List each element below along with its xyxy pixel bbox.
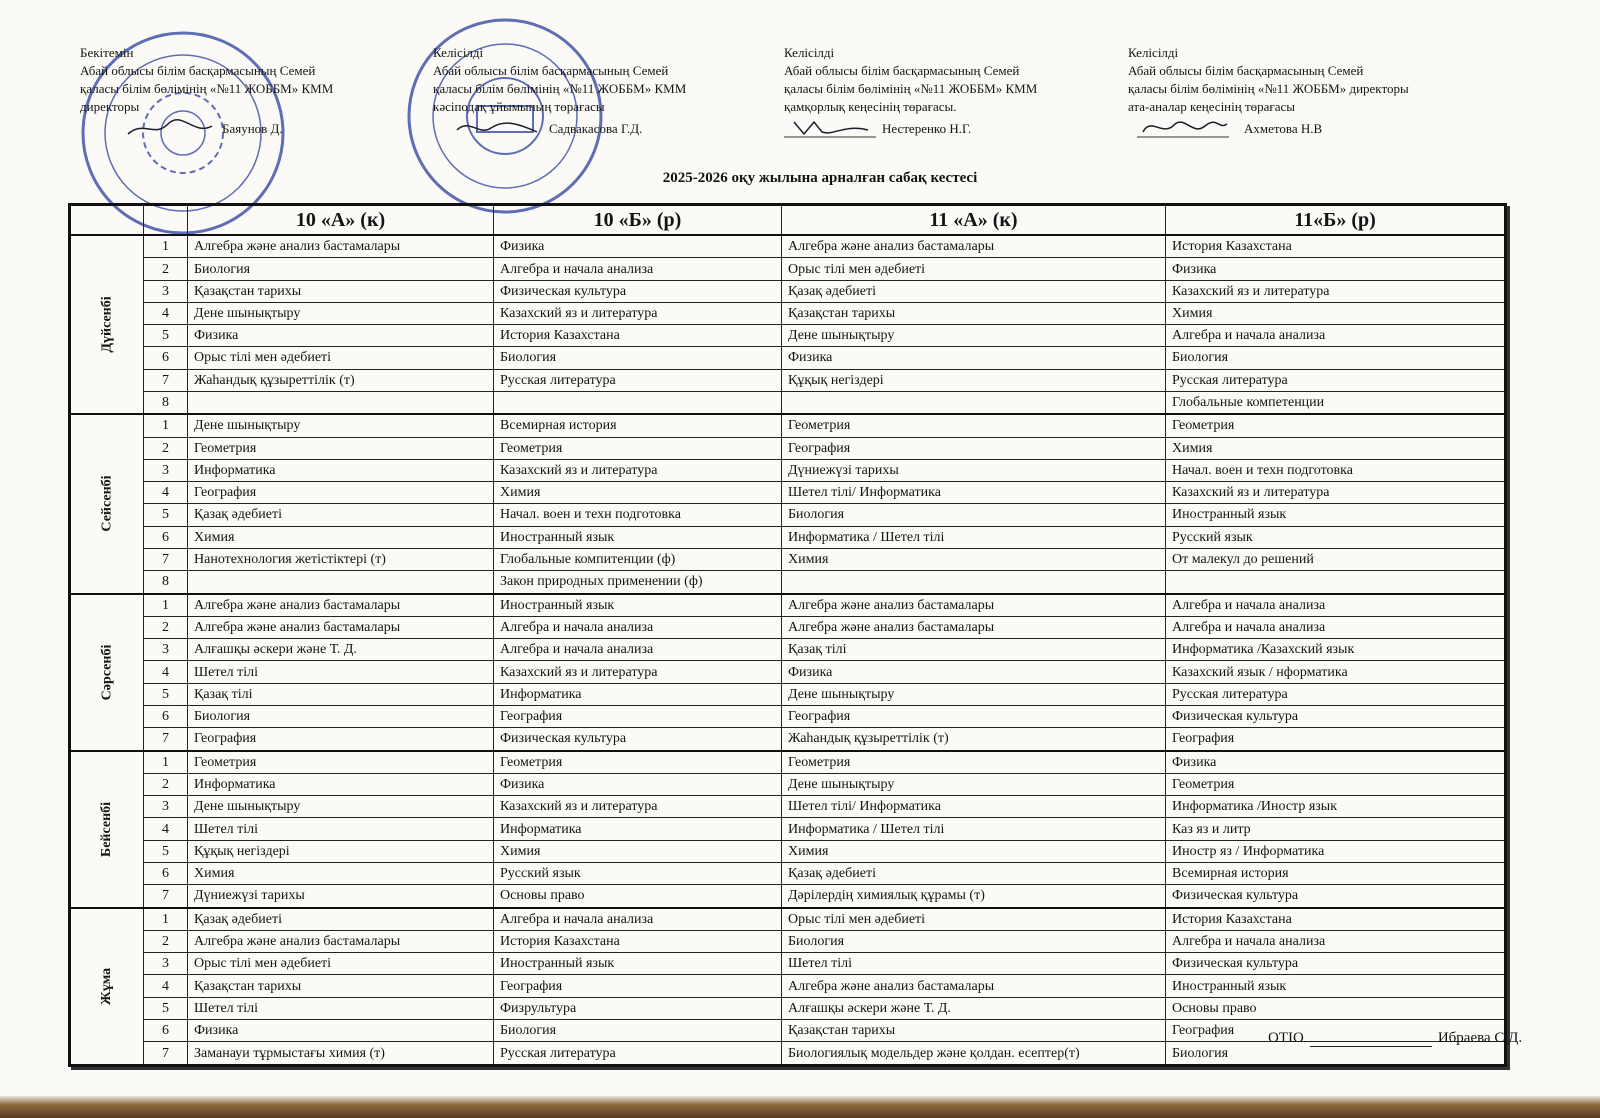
- approval-parents: Келісілді Абай облысы білім басқармасының Семей қаласы білім бөлімінің «№11 ЖОББМ» директоры ата-аналар кеңесінің төрағасы Ахметова Н.В: [1128, 45, 1409, 136]
- lesson-cell: [782, 391, 1166, 414]
- table-row: [70, 369, 1506, 391]
- lesson-number: 6: [144, 347, 188, 369]
- lesson-cell: Биологиялық модельдер және қолдан. есептер(т): [782, 1042, 1166, 1066]
- lesson-number: 4: [144, 482, 188, 504]
- day-label: [70, 751, 144, 908]
- lesson-cell: Физика: [188, 325, 494, 347]
- lesson-cell: Информатика / Шетел тілі: [782, 526, 1166, 548]
- lesson-cell: Информатика /Казахский язык: [1166, 639, 1506, 661]
- approval-union: Келісілді Абай облысы білім басқармасының Семей қаласы білім бөлімінің «№11 ЖОББМ» КММ кәсіподақ ұйымының төрағасы Садвакасова Г.Д.: [433, 45, 687, 136]
- lesson-cell: География: [782, 705, 1166, 727]
- approval-heading: Келісілді: [784, 45, 835, 60]
- lesson-number: 8: [144, 571, 188, 594]
- lesson-cell: Шетел тілі: [782, 953, 1166, 975]
- lesson-cell: Физическая культура: [1166, 705, 1506, 727]
- lesson-cell: Алгебра и начала анализа: [1166, 930, 1506, 952]
- lesson-cell: Дүниежүзі тарихы: [782, 459, 1166, 481]
- lesson-cell: Геометрия: [494, 437, 782, 459]
- lesson-cell: Алгебра және анализ бастамалары: [782, 594, 1166, 617]
- lesson-cell: [1166, 571, 1506, 594]
- lesson-cell: География: [494, 705, 782, 727]
- lesson-cell: Алгебра и начала анализа: [1166, 616, 1506, 638]
- day-name: Бейсенбі: [99, 801, 115, 857]
- lesson-cell: Иностр яз / Информатика: [1166, 840, 1506, 862]
- lesson-cell: Информатика / Шетел тілі: [782, 818, 1166, 840]
- lesson-number: 1: [144, 414, 188, 437]
- lesson-cell: Русский язык: [1166, 526, 1506, 548]
- lesson-cell: [494, 391, 782, 414]
- lesson-number: 1: [144, 594, 188, 617]
- lesson-number: 7: [144, 885, 188, 908]
- lesson-cell: Казахский язык / нформатика: [1166, 661, 1506, 683]
- lesson-cell: Информатика /Иностр язык: [1166, 796, 1506, 818]
- lesson-cell: Шетел тілі: [188, 661, 494, 683]
- lesson-cell: Алгебра және анализ бастамалары: [188, 594, 494, 617]
- lesson-cell: Химия: [494, 482, 782, 504]
- footer-signature: [1268, 1030, 1522, 1047]
- lesson-cell: Начал. воен и техн подготовка: [1166, 459, 1506, 481]
- lesson-cell: Физика: [188, 1019, 494, 1041]
- column-header: 10 «Б» (р): [494, 205, 782, 236]
- lesson-cell: История Казахстана: [494, 930, 782, 952]
- footer-signer: Ибраева С.Д.: [1437, 1030, 1523, 1046]
- day-label: [70, 908, 144, 1066]
- lesson-cell: Биология: [494, 347, 782, 369]
- table-row: [70, 235, 1506, 258]
- lesson-cell: Начал. воен и техн подготовка: [494, 504, 782, 526]
- table-row: [70, 504, 1506, 526]
- lesson-number: 4: [144, 302, 188, 324]
- signature: [124, 116, 216, 138]
- table-row: [70, 728, 1506, 751]
- lesson-cell: Физическая культура: [1166, 953, 1506, 975]
- lesson-cell: Алгебра и начала анализа: [1166, 325, 1506, 347]
- lesson-cell: Орыс тілі мен әдебиеті: [188, 953, 494, 975]
- lesson-cell: Нанотехнология жетістіктері (т): [188, 548, 494, 570]
- lesson-number: 3: [144, 280, 188, 302]
- lesson-number: 2: [144, 258, 188, 280]
- lesson-cell: География: [188, 482, 494, 504]
- lesson-number: 5: [144, 325, 188, 347]
- lesson-cell: Алгебра и начала анализа: [494, 258, 782, 280]
- lesson-number: 4: [144, 975, 188, 997]
- lesson-cell: География: [188, 728, 494, 751]
- signature: [784, 116, 876, 138]
- lesson-cell: Алгебра и начала анализа: [494, 639, 782, 661]
- lesson-number: 6: [144, 705, 188, 727]
- lesson-cell: Физическая культура: [1166, 885, 1506, 908]
- lesson-cell: Алгебра және анализ бастамалары: [188, 616, 494, 638]
- lesson-cell: Шетел тілі/ Информатика: [782, 482, 1166, 504]
- lesson-cell: Биология: [1166, 1042, 1506, 1066]
- lesson-cell: Шетел тілі: [188, 818, 494, 840]
- lesson-cell: [782, 571, 1166, 594]
- lesson-number: 5: [144, 840, 188, 862]
- lesson-cell: Дүниежүзі тарихы: [188, 885, 494, 908]
- lesson-cell: Закон природных применении (ф): [494, 571, 782, 594]
- lesson-cell: Заманауи тұрмыстағы химия (т): [188, 1042, 494, 1066]
- lesson-cell: Иностранный язык: [494, 594, 782, 617]
- lesson-cell: История Казахстана: [1166, 235, 1506, 258]
- approval-heading: Келісілді: [1128, 45, 1179, 60]
- lesson-number: 2: [144, 437, 188, 459]
- lesson-number: 5: [144, 997, 188, 1019]
- lesson-cell: Основы право: [1166, 997, 1506, 1019]
- lesson-cell: Алғашқы әскери және Т. Д.: [188, 639, 494, 661]
- lesson-number: 8: [144, 391, 188, 414]
- header-row: [70, 205, 1506, 236]
- table-row: [70, 616, 1506, 638]
- lesson-cell: Основы право: [494, 885, 782, 908]
- approval-director: Бекітемін Абай облысы білім басқармасының Семей қаласы білім бөлімінің «№11 ЖОББМ» КММ директоры Баяунов Д.: [80, 45, 334, 136]
- lesson-cell: История Казахстана: [494, 325, 782, 347]
- lesson-cell: Алгебра және анализ бастамалары: [782, 235, 1166, 258]
- lesson-number: 2: [144, 930, 188, 952]
- lesson-cell: Алгебра и начала анализа: [494, 616, 782, 638]
- lesson-cell: География: [1166, 1019, 1506, 1041]
- lesson-cell: Биология: [494, 1019, 782, 1041]
- lesson-cell: Биология: [782, 504, 1166, 526]
- lesson-number: 7: [144, 1042, 188, 1066]
- lesson-cell: Геометрия: [188, 751, 494, 774]
- lesson-cell: Алғашқы әскери және Т. Д.: [782, 997, 1166, 1019]
- lesson-cell: Орыс тілі мен әдебиеті: [782, 258, 1166, 280]
- lesson-cell: Иностранный язык: [1166, 975, 1506, 997]
- lesson-cell: Химия: [1166, 437, 1506, 459]
- lesson-cell: Шетел тілі: [188, 997, 494, 1019]
- lesson-cell: Информатика: [494, 683, 782, 705]
- day-label: [70, 414, 144, 593]
- table-row: [70, 773, 1506, 795]
- lesson-cell: Казахский яз и литература: [494, 459, 782, 481]
- lesson-number: 6: [144, 526, 188, 548]
- lesson-cell: Казахский яз и литература: [494, 796, 782, 818]
- lesson-number: 4: [144, 818, 188, 840]
- lesson-cell: Русская литература: [494, 1042, 782, 1066]
- schedule-body: [70, 235, 1506, 1066]
- lesson-cell: Физика: [1166, 258, 1506, 280]
- table-row: [70, 347, 1506, 369]
- lesson-number: 2: [144, 616, 188, 638]
- lesson-number: 6: [144, 1019, 188, 1041]
- lesson-cell: Алгебра және анализ бастамалары: [188, 235, 494, 258]
- lesson-cell: Русская литература: [1166, 369, 1506, 391]
- table-row: [70, 862, 1506, 884]
- lesson-cell: География: [782, 437, 1166, 459]
- lesson-cell: Глобальные компетенции: [1166, 391, 1506, 414]
- table-row: [70, 414, 1506, 437]
- table-row: [70, 459, 1506, 481]
- lesson-number: 3: [144, 953, 188, 975]
- table-row: [70, 953, 1506, 975]
- lesson-cell: Иностранный язык: [494, 953, 782, 975]
- lesson-cell: Физика: [782, 661, 1166, 683]
- lesson-number: 7: [144, 548, 188, 570]
- day-name: Дүйсенбі: [99, 296, 115, 353]
- lesson-cell: Всемирная история: [1166, 862, 1506, 884]
- approval-heading: Келісілді: [433, 45, 484, 60]
- lesson-cell: Информатика: [188, 773, 494, 795]
- lesson-cell: Геометрия: [782, 414, 1166, 437]
- lesson-cell: Алгебра и начала анализа: [1166, 594, 1506, 617]
- lesson-cell: Геометрия: [494, 751, 782, 774]
- lesson-number: 2: [144, 773, 188, 795]
- table-row: [70, 930, 1506, 952]
- table-row: [70, 975, 1506, 997]
- lesson-cell: Биология: [782, 930, 1166, 952]
- lesson-cell: Физика: [494, 235, 782, 258]
- lesson-cell: Алгебра және анализ бастамалары: [188, 930, 494, 952]
- lesson-cell: Физика: [494, 773, 782, 795]
- lesson-cell: Физическая культура: [494, 728, 782, 751]
- lesson-cell: Жаһандық құзыреттілік (т): [188, 369, 494, 391]
- lesson-cell: Геометрия: [782, 751, 1166, 774]
- approval-heading: Бекітемін: [80, 45, 134, 60]
- lesson-cell: Биология: [188, 705, 494, 727]
- day-label: [70, 594, 144, 751]
- lesson-cell: Дене шынықтыру: [782, 773, 1166, 795]
- lesson-cell: Геометрия: [188, 437, 494, 459]
- lesson-cell: Алгебра и начала анализа: [494, 908, 782, 931]
- schedule-table: [68, 203, 1507, 1067]
- lesson-cell: Қазақ әдебиеті: [188, 504, 494, 526]
- lesson-cell: Физическая культура: [494, 280, 782, 302]
- lesson-cell: Геометрия: [1166, 414, 1506, 437]
- lesson-cell: История Казахстана: [1166, 908, 1506, 931]
- lesson-cell: Казахский яз и литература: [494, 661, 782, 683]
- day-name: Сейсенбі: [99, 475, 115, 532]
- table-row: [70, 997, 1506, 1019]
- lesson-cell: Иностранный язык: [1166, 504, 1506, 526]
- lesson-cell: Информатика: [494, 818, 782, 840]
- lesson-cell: Физика: [782, 347, 1166, 369]
- lesson-cell: Каз яз и литр: [1166, 818, 1506, 840]
- table-row: [70, 258, 1506, 280]
- table-row: [70, 280, 1506, 302]
- paper-edge: [0, 1096, 1600, 1118]
- table-row: [70, 571, 1506, 594]
- lesson-cell: Дене шынықтыру: [782, 683, 1166, 705]
- lesson-cell: Физика: [1166, 751, 1506, 774]
- footer-label: ОТІО: [1268, 1030, 1304, 1046]
- table-row: [70, 751, 1506, 774]
- table-row: [70, 437, 1506, 459]
- lesson-cell: Биология: [188, 258, 494, 280]
- lesson-cell: География: [494, 975, 782, 997]
- signature: [451, 116, 543, 138]
- lesson-cell: Химия: [494, 840, 782, 862]
- lesson-number: 1: [144, 751, 188, 774]
- lesson-cell: Қазақстан тарихы: [782, 302, 1166, 324]
- lesson-cell: Қазақ тілі: [782, 639, 1166, 661]
- page-title: 2025-2026 оқу жылына арналған сабақ кестесі: [662, 170, 978, 186]
- lesson-cell: География: [1166, 728, 1506, 751]
- lesson-cell: Казахский яз и литература: [1166, 482, 1506, 504]
- lesson-cell: Қазақстан тарихы: [188, 280, 494, 302]
- table-row: [70, 885, 1506, 908]
- lesson-cell: Алгебра және анализ бастамалары: [782, 616, 1166, 638]
- lesson-cell: Химия: [1166, 302, 1506, 324]
- table-row: [70, 840, 1506, 862]
- lesson-cell: Дене шынықтыру: [188, 302, 494, 324]
- table-row: [70, 796, 1506, 818]
- lesson-number: 4: [144, 661, 188, 683]
- lesson-cell: Дәрілердің химиялық құрамы (т): [782, 885, 1166, 908]
- lesson-cell: Қазақстан тарихы: [782, 1019, 1166, 1041]
- lesson-cell: Шетел тілі/ Информатика: [782, 796, 1166, 818]
- lesson-cell: Биология: [1166, 347, 1506, 369]
- lesson-cell: Русская литература: [1166, 683, 1506, 705]
- lesson-cell: Химия: [782, 840, 1166, 862]
- table-row: [70, 683, 1506, 705]
- signer-name: Садвакасова Г.Д.: [549, 121, 643, 136]
- table-row: [70, 548, 1506, 570]
- lesson-number: 5: [144, 683, 188, 705]
- table-row: [70, 594, 1506, 617]
- table-row: [70, 908, 1506, 931]
- table-row: [70, 526, 1506, 548]
- lesson-cell: Казахский яз и литература: [494, 302, 782, 324]
- lesson-cell: Дене шынықтыру: [188, 796, 494, 818]
- lesson-cell: Қазақ әдебиеті: [188, 908, 494, 931]
- lesson-cell: Казахский яз и литература: [1166, 280, 1506, 302]
- signer-name: Ахметова Н.В: [1244, 121, 1323, 136]
- lesson-cell: Русская литература: [494, 369, 782, 391]
- signer-name: Баяунов Д.: [222, 121, 283, 136]
- lesson-number: 7: [144, 369, 188, 391]
- lesson-cell: Қазақ әдебиеті: [782, 862, 1166, 884]
- lesson-cell: Құқық негіздері: [782, 369, 1166, 391]
- lesson-cell: Геометрия: [1166, 773, 1506, 795]
- lesson-cell: Русский язык: [494, 862, 782, 884]
- day-name: Сәрсенбі: [99, 644, 115, 700]
- lesson-cell: Физрультура: [494, 997, 782, 1019]
- table-row: [70, 661, 1506, 683]
- lesson-cell: Иностранный язык: [494, 526, 782, 548]
- lesson-number: 3: [144, 459, 188, 481]
- lesson-cell: Всемирная история: [494, 414, 782, 437]
- lesson-cell: Дене шынықтыру: [188, 414, 494, 437]
- table-row: [70, 302, 1506, 324]
- lesson-number: 1: [144, 235, 188, 258]
- lesson-cell: Информатика: [188, 459, 494, 481]
- table-row: [70, 482, 1506, 504]
- column-header: 10 «А» (к): [188, 205, 494, 236]
- signature: [1128, 116, 1238, 138]
- lesson-cell: Дене шынықтыру: [782, 325, 1166, 347]
- table-row: [70, 639, 1506, 661]
- approval-board: Келісілді Абай облысы білім басқармасының Семей қаласы білім бөлімінің «№11 ЖОББМ» КММ қамқорлық кеңесінің төрағасы. Нестеренко Н.Г.: [784, 45, 1038, 136]
- lesson-cell: Қазақстан тарихы: [188, 975, 494, 997]
- table-row: [70, 818, 1506, 840]
- table-row: [70, 325, 1506, 347]
- signer-name: Нестеренко Н.Г.: [882, 121, 972, 136]
- lesson-cell: Орыс тілі мен әдебиеті: [782, 908, 1166, 931]
- table-row: [70, 391, 1506, 414]
- lesson-number: 5: [144, 504, 188, 526]
- lesson-cell: Қазақ тілі: [188, 683, 494, 705]
- lesson-cell: Қазақ әдебиеті: [782, 280, 1166, 302]
- lesson-cell: Құқық негіздері: [188, 840, 494, 862]
- column-header: 11 «А» (к): [782, 205, 1166, 236]
- day-name: Жұма: [99, 967, 115, 1005]
- lesson-cell: Химия: [188, 526, 494, 548]
- lesson-number: 3: [144, 796, 188, 818]
- lesson-cell: От малекул до решений: [1166, 548, 1506, 570]
- lesson-cell: Орыс тілі мен әдебиеті: [188, 347, 494, 369]
- day-label: [70, 235, 144, 414]
- lesson-cell: Жаһандық құзыреттілік (т): [782, 728, 1166, 751]
- lesson-number: 3: [144, 639, 188, 661]
- lesson-number: 7: [144, 728, 188, 751]
- lesson-cell: [188, 391, 494, 414]
- lesson-cell: Химия: [782, 548, 1166, 570]
- column-header: 11«Б» (р): [1166, 205, 1506, 236]
- table-row: [70, 705, 1506, 727]
- lesson-number: 6: [144, 862, 188, 884]
- lesson-cell: Глобальные компитенции (ф): [494, 548, 782, 570]
- lesson-cell: Алгебра және анализ бастамалары: [782, 975, 1166, 997]
- lesson-number: 1: [144, 908, 188, 931]
- lesson-cell: [188, 571, 494, 594]
- lesson-cell: Химия: [188, 862, 494, 884]
